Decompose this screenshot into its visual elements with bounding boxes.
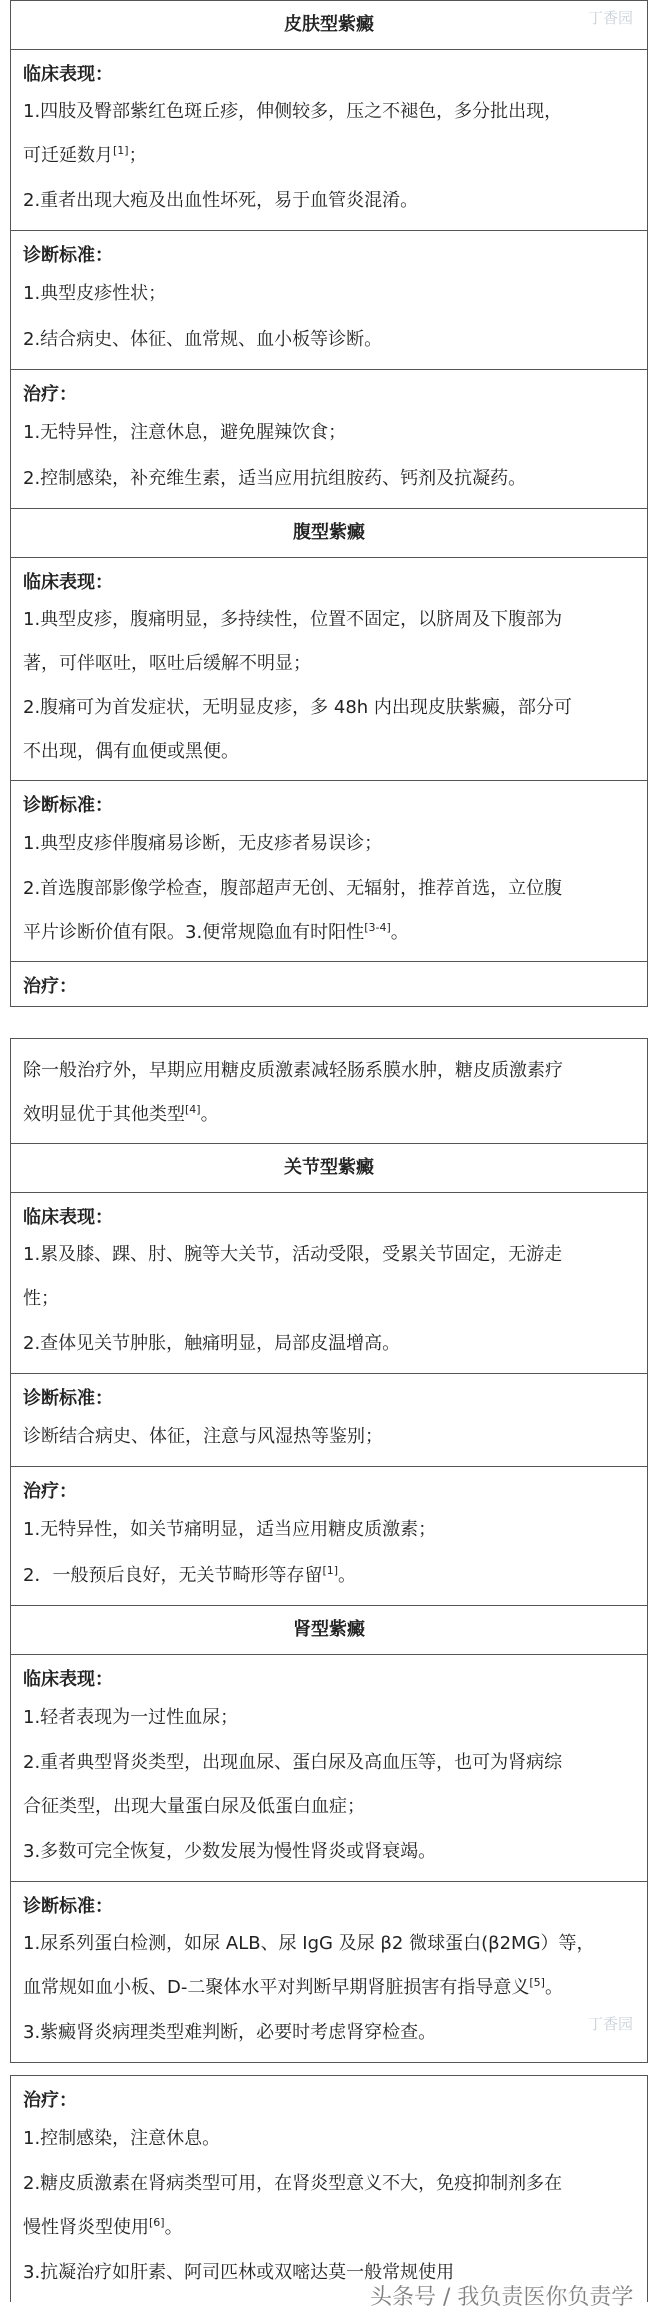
text-line: 2.控制感染，补充维生素，适当应用抗组胺药、钙剂及抗凝药。 [23,468,527,489]
text: 效明显优于其他类型 [23,1104,185,1125]
diagnosis-label: 诊断标准： [23,1388,113,1409]
purpura-table-part-2 [10,1038,648,2063]
joint-treatment-section [11,1467,647,1606]
dingxiang-watermark: 丁香园 [587,9,633,27]
text: 慢性肾炎型使用 [23,2217,149,2238]
text-line: 3.抗凝治疗如肝素、阿司匹林或双嘧达莫一般常规使用 [23,2262,455,2283]
text-line: 性； [23,1288,59,1309]
text-line [23,1966,635,2010]
kidney-clinical-section [11,1655,647,1882]
text-line: 1.累及膝、踝、肘、腕等大关节，活动受限，受累关节固定，无游走 [23,1244,563,1265]
text: 血常规如血小板、D-二聚体水平对判断早期肾脏损害有指导意义 [23,1977,530,1998]
text-line: 1.无特异性，注意休息，避免腥辣饮食； [23,422,347,443]
text-line: 1.典型皮疹伴腹痛易诊断，无皮疹者易误诊； [23,833,383,854]
text-line: 3.多数可完全恢复，少数发展为慢性肾炎或肾衰竭。 [23,1841,437,1862]
citation: [1] [113,144,129,157]
citation: [5] [529,1976,545,1989]
text-line: 1.尿系列蛋白检测，如尿 ALB、尿 IgG 及尿 β2 微球蛋白(β2MG）等， [23,1933,595,1954]
text: 。 [544,1977,563,1998]
text-line [23,911,635,955]
text-line: 2.重者典型肾炎类型，出现血尿、蛋白尿及高血压等，也可为肾病综 [23,1752,563,1773]
clinical-label: 临床表现： [23,1207,113,1228]
text-line: 不出现，偶有血便或黑便。 [23,741,239,762]
section-title-skin: 皮肤型紫癜 [11,1,647,50]
treatment-label: 治疗： [23,1481,77,1502]
text-line: 2.查体见关节肿胀，触痛明显，局部皮温增高。 [23,1333,401,1354]
kidney-treatment-section [11,2076,647,2302]
text-line: 著，可伴呕吐，呕吐后缓解不明显； [23,653,311,674]
text: 。 [390,922,409,943]
joint-diagnosis-section [11,1374,647,1467]
clinical-label: 临床表现： [23,1669,113,1690]
text-line [23,1093,635,1137]
skin-treatment-section [11,370,647,509]
text: 可迁延数月 [23,145,113,166]
section-title-joint: 关节型紫癜 [11,1144,647,1193]
text-line: 1.轻者表现为一过性血尿； [23,1707,239,1728]
abdominal-treatment-section [11,1039,647,1144]
section-title-abdominal: 腹型紫癜 [11,509,647,558]
citation: [6] [149,2216,165,2229]
text-line [23,134,635,178]
diagnosis-label: 诊断标准： [23,795,113,816]
citation: [4] [185,1103,201,1116]
text-line: 诊断结合病史、体征，注意与风湿热等鉴别； [23,1426,383,1447]
skin-clinical-section [11,50,647,231]
text-line: 3.紫癜肾炎病理类型难判断，必要时考虑肾穿检查。 [23,2022,437,2043]
text-line [23,1553,635,1599]
text-line: 2.首选腹部影像学检查，腹部超声无创、无辐射，推荐首选，立位腹 [23,878,563,899]
text-line: 1.典型皮疹性状； [23,283,167,304]
text-line: 2.重者出现大疱及出血性坏死，易于血管炎混淆。 [23,190,419,211]
text: 。 [164,2217,183,2238]
skin-diagnosis-section [11,231,647,370]
text-line: 合征类型，出现大量蛋白尿及低蛋白血症； [23,1796,365,1817]
abdominal-clinical-section [11,558,647,781]
treatment-label: 治疗： [23,2090,77,2111]
abdominal-diagnosis-section [11,781,647,962]
text-line: 2.结合病史、体征、血常规、血小板等诊断。 [23,329,383,350]
kidney-diagnosis-section [11,1882,647,2063]
diagnosis-label: 诊断标准： [23,1896,113,1917]
section-title-kidney: 肾型紫癜 [11,1606,647,1655]
text-line: 1.无特异性，如关节痛明显，适当应用糖皮质激素； [23,1519,437,1540]
clinical-label: 临床表现： [23,572,113,593]
text-line: 1.典型皮疹，腹痛明显，多持续性，位置不固定，以脐周及下腹部为 [23,609,563,630]
text: 平片诊断价值有限。3.便常规隐血有时阳性 [23,922,365,943]
text: ； [128,145,147,166]
text: 。 [200,1104,219,1125]
dingxiang-watermark: 丁香园 [587,2015,633,2033]
text-line: 2.糖皮质激素在肾病类型可用，在肾炎型意义不大，免疫抑制剂多在 [23,2173,563,2194]
text-line: 除一般治疗外，早期应用糖皮质激素减轻肠系膜水肿，糖皮质激素疗 [23,1060,563,1081]
text-line: 2.腹痛可为首发症状，无明显皮疹，多 48h 内出现皮肤紫癜，部分可 [23,697,572,718]
footer-watermark: 头条号 / 我负责医你负责学 [370,2285,634,2310]
text-line [23,2206,635,2250]
joint-clinical-section [11,1193,647,1374]
text: 。 [338,1565,357,1586]
purpura-table-part-3 [10,2075,648,2302]
purpura-table-part-1 [10,0,648,1007]
text-line: 1.四肢及臀部紫红色斑丘疹，伸侧较多，压之不褪色，多分批出现， [23,101,563,122]
citation: [1] [322,1564,339,1577]
citation: [3-4] [364,921,391,934]
text: 2．一般预后良好，无关节畸形等存留 [23,1565,323,1586]
clinical-label: 临床表现： [23,64,113,85]
text-line: 1.控制感染，注意休息。 [23,2128,221,2149]
diagnosis-label: 诊断标准： [23,245,113,266]
treatment-label: 治疗： [23,384,77,405]
treatment-label: 治疗： [23,976,77,997]
